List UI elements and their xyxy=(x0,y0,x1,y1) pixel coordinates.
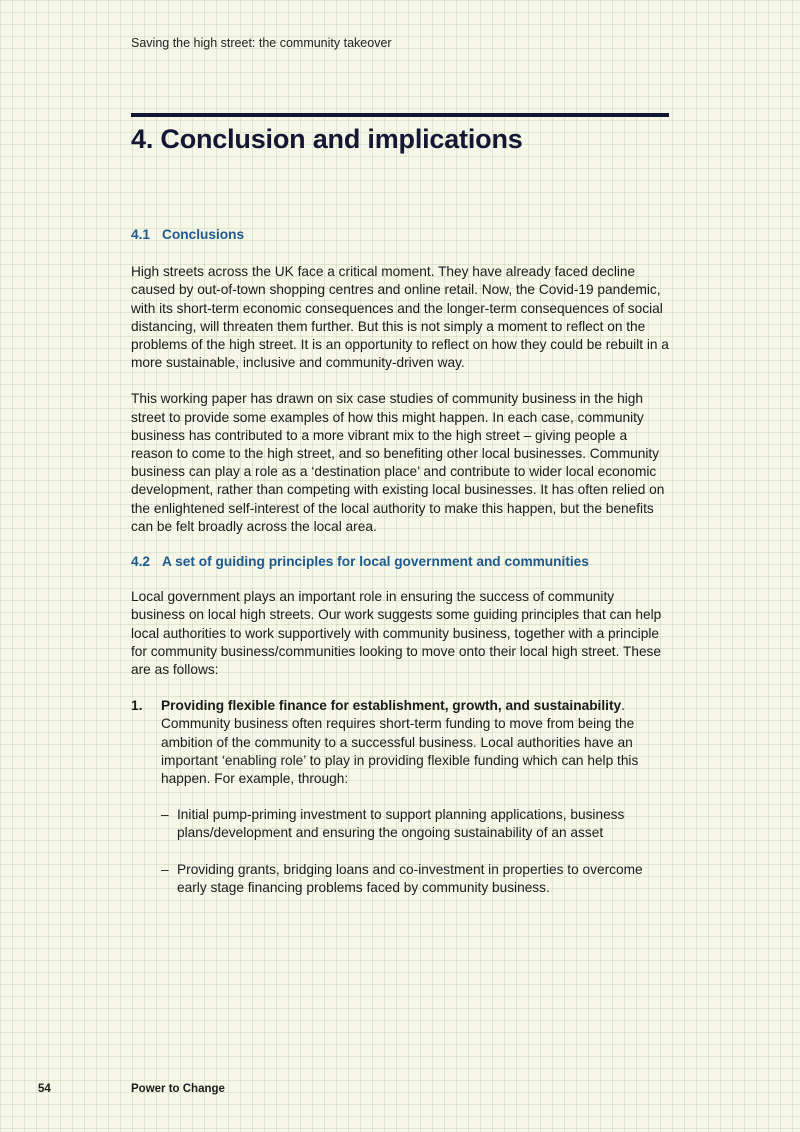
section-heading-guiding-principles xyxy=(131,553,671,571)
dash-marker: – xyxy=(161,861,169,877)
dash-marker: – xyxy=(161,807,169,823)
list-item-title: Providing flexible finance for establishment, growth, and sustainability xyxy=(161,698,622,714)
section-number: 4.1 xyxy=(131,227,151,242)
page-content xyxy=(131,226,671,897)
title-rule xyxy=(131,113,669,117)
bullet-text: Initial pump-priming investment to support planning applications, business plans/development and ensuring the ongoing sustainability of an asset xyxy=(177,807,625,841)
paragraph: Local government plays an important role in ensuring the success of community business on local high streets. Our work suggests some guiding principles that can help local authorities to work supportively with community business, together with a principle for community business/communities looking to move onto their local high street. These are as follows: xyxy=(131,589,662,678)
section-title: A set of guiding principles for local government and communities xyxy=(162,554,589,570)
section-heading-conclusions xyxy=(131,226,671,244)
page-number: 54 xyxy=(38,1083,51,1095)
list-item xyxy=(131,697,671,788)
chapter-title: 4. Conclusion and implications xyxy=(131,124,523,154)
running-header: Saving the high street: the community takeover xyxy=(131,36,392,50)
paragraph: This working paper has drawn on six case studies of community business in the high street to provide some examples of how this might happen. In each case, community business has contributed to a more vibrant mix to the high street – giving people a reason to come to the high street, and so benefiting other local businesses. Community business can play a role as a ‘destination place’ and contribute to wider local economic development, rather than competing with existing local businesses. It has often relied on the enlightened self-interest of the local authority to make this happen, but the benefits can be felt broadly across the local area. xyxy=(131,391,665,534)
list-body xyxy=(161,697,671,788)
list-item-title-end: . xyxy=(621,698,625,714)
bullet-item xyxy=(161,861,671,897)
bullet-text: Providing grants, bridging loans and co-investment in properties to overcome early stage financing problems faced by community business. xyxy=(177,861,643,895)
bullet-item xyxy=(161,806,671,842)
section-title: Conclusions xyxy=(162,227,245,242)
section-number: 4.2 xyxy=(131,554,151,570)
footer-organisation: Power to Change xyxy=(131,1083,225,1095)
list-number: 1. xyxy=(131,698,143,714)
paragraph: High streets across the UK face a critical moment. They have already faced decline caused by out-of-town shopping centres and online retail. Now, the Covid-19 pandemic, with its short-term economic consequences and the longer-term consequences of social distancing, will threaten them further. But this is not simply a moment to reflect on the problems of the high street. It is an opportunity to reflect on how they could be rebuilt in a more sustainable, inclusive and community-driven way. xyxy=(131,264,669,371)
list-item-body: Community business often requires short-term funding to move from being the ambition of the community to a successful business. Local authorities have an important ‘enabling role’ to play in providing flexible funding which can help this happen. For example, through: xyxy=(161,716,639,787)
